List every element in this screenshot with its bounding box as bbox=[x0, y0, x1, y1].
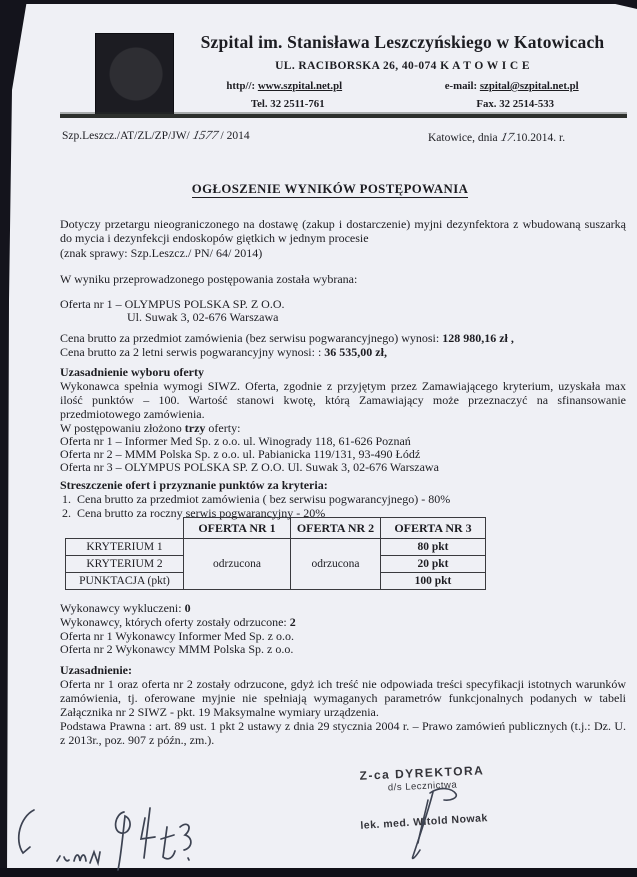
submitted-count: trzy bbox=[184, 421, 206, 435]
stamp-name: lek. med. Witold Nowak bbox=[360, 812, 489, 832]
stamp-title: Z-ca DYREKTORA bbox=[359, 763, 485, 783]
rejected-line: Wykonawcy, których oferty zostały odrzucone: 2 bbox=[60, 615, 296, 629]
fax-number: Fax. 32 2514-533 bbox=[476, 98, 555, 110]
price-line-2: Cena brutto za 2 letni serwis pogwarancyjny wynosi: : 36 535,00 zł, bbox=[60, 345, 387, 359]
hospital-name: Szpital im. Stanisława Leszczyńskiego w Katowicach bbox=[200, 32, 605, 52]
rejection-text: Oferta nr 1 oraz oferta nr 2 zostały odrzucone, gdyż ich treść nie odpowiada treści specyfikacji istotnych warunków zamówienia, tj. oferowane myjnie nie spełniają wymaganych parametrów funkcjonalnych podanych w tabeli Załącznika nr 2 SIWZ - pkt. 19 Maksymalne wymiary urządzenia. bbox=[60, 677, 626, 719]
offer-list-item-2: Oferta nr 2 – MMM Polska Sp. z o.o. ul. Pabianicka 119/131, 93-490 Łódź bbox=[60, 447, 421, 461]
website: http//: www.szpital.net.pl bbox=[226, 80, 343, 92]
result-intro: W wyniku przeprowadzonego postępowania została wybrana: bbox=[60, 272, 358, 286]
place-and-date: Katowice, dnia 17.10.2014. r. bbox=[428, 130, 566, 144]
hospital-address: UL. RACIBORSKA 26, 40-074 K A T O W I C E bbox=[275, 60, 530, 72]
stamp-subtitle: d/s Lecznictwa bbox=[387, 779, 458, 794]
excluded-count: 0 bbox=[184, 601, 191, 615]
col-header-oferta-2: OFERTA NR 2 bbox=[291, 518, 381, 539]
rejected-offer-1: Oferta nr 1 Wykonawcy Informer Med Sp. z o.o. bbox=[60, 629, 294, 643]
case-number: (znak sprawy: Szp.Leszcz./ PN/ 64/ 2014) bbox=[60, 246, 263, 260]
rejected-offer-2: Oferta nr 2 Wykonawcy MMM Polska Sp. z o.o. bbox=[60, 642, 294, 656]
reference-number: Szp.Leszcz./AT/ZL/ZP/JW/ 1577 / 2014 bbox=[62, 128, 250, 142]
col-header-oferta-1: OFERTA NR 1 bbox=[184, 518, 291, 539]
oferta-2-status: odrzucona bbox=[291, 539, 381, 590]
row-label-kryterium-2: KRYTERIUM 2 bbox=[66, 556, 184, 573]
oferta-3-kryterium-1-points: 80 pkt bbox=[381, 539, 486, 556]
handwritten-reference-number: 1577 bbox=[191, 128, 220, 142]
offer-list-item-3: Oferta nr 3 – OLYMPUS POLSKA SP. Z O.O. Ul. Suwak 3, 02-676 Warszawa bbox=[60, 460, 439, 474]
winner-address: Ul. Suwak 3, 02-676 Warszawa bbox=[127, 310, 279, 324]
price-2-value: 36 535,00 zł, bbox=[324, 345, 387, 359]
handwritten-date-day: 17 bbox=[499, 130, 515, 144]
row-label-kryterium-1: KRYTERIUM 1 bbox=[66, 539, 184, 556]
phone-number: Tel. 32 2511-761 bbox=[250, 98, 325, 110]
criteria-item-2: 2. Cena brutto za roczny serwis pogwarancyjny - 20% bbox=[62, 506, 326, 520]
col-header-oferta-3: OFERTA NR 3 bbox=[381, 518, 486, 539]
criteria-item-1: 1. Cena brutto za przedmiot zamówienia ( bez serwisu pogwarancyjnego) - 80% bbox=[62, 492, 451, 506]
price-line-1: Cena brutto za przedmiot zamówienia (bez serwisu pogwarancyjnego) wynosi: 128 980,16 zł , bbox=[60, 331, 514, 345]
oferta-3-total-points: 100 pkt bbox=[381, 573, 486, 590]
rejection-heading: Uzasadnienie: bbox=[60, 663, 132, 677]
email-address: szpital@szpital.net.pl bbox=[479, 80, 579, 92]
price-1-value: 128 980,16 zł , bbox=[442, 331, 514, 345]
website-url: www.szpital.net.pl bbox=[257, 80, 343, 92]
oferta-1-status: odrzucona bbox=[184, 539, 291, 590]
submitted-offers-line: W postępowaniu złożono trzy oferty: bbox=[60, 421, 241, 435]
oferta-3-kryterium-2-points: 20 pkt bbox=[381, 556, 486, 573]
criteria-heading: Streszczenie ofert i przyznanie punktów za kryteria: bbox=[60, 478, 328, 492]
offer-list-item-1: Oferta nr 1 – Informer Med Sp. z o.o. ul. Winogrady 118, 61-626 Poznań bbox=[60, 434, 411, 448]
justification-text: Wykonawca spełnia wymogi SIWZ. Oferta, zgodnie z przyjętym przez Zamawiającego kryterium, uzyskała max ilość punktów – 100. Wartość stanowi kwotę, którą Zamawiający może przeznaczyć na sfinansowanie przedmiotowego zamówienia. bbox=[60, 379, 626, 421]
justification-heading: Uzasadnienie wyboru oferty bbox=[60, 365, 204, 379]
rejected-count: 2 bbox=[289, 615, 296, 629]
row-label-punktacja: PUNKTACJA (pkt) bbox=[66, 573, 184, 590]
excluded-line: Wykonawcy wykluczeni: 0 bbox=[60, 601, 191, 615]
legal-basis: Podstawa Prawna : art. 89 ust. 1 pkt 2 ustawy z dnia 29 stycznia 2004 r. – Prawo zamówień publicznych (t.j.: Dz. U. z 2013r., poz. 907 z późn., zm.). bbox=[60, 719, 626, 747]
document-title: OGŁOSZENIE WYNIKÓW POSTĘPOWANIA bbox=[191, 182, 469, 196]
paragraph-subject: Dotyczy przetargu nieograniczonego na dostawę (zakup i dostarczenie) myjni dezynfektora z wbudowaną suszarką do mycia i dezynfekcji endoskopów giętkich w jednym procesie bbox=[60, 217, 626, 245]
winner-line: Oferta nr 1 – OLYMPUS POLSKA SP. Z O.O. bbox=[60, 297, 285, 311]
email: e-mail: szpital@szpital.net.pl bbox=[444, 80, 579, 92]
